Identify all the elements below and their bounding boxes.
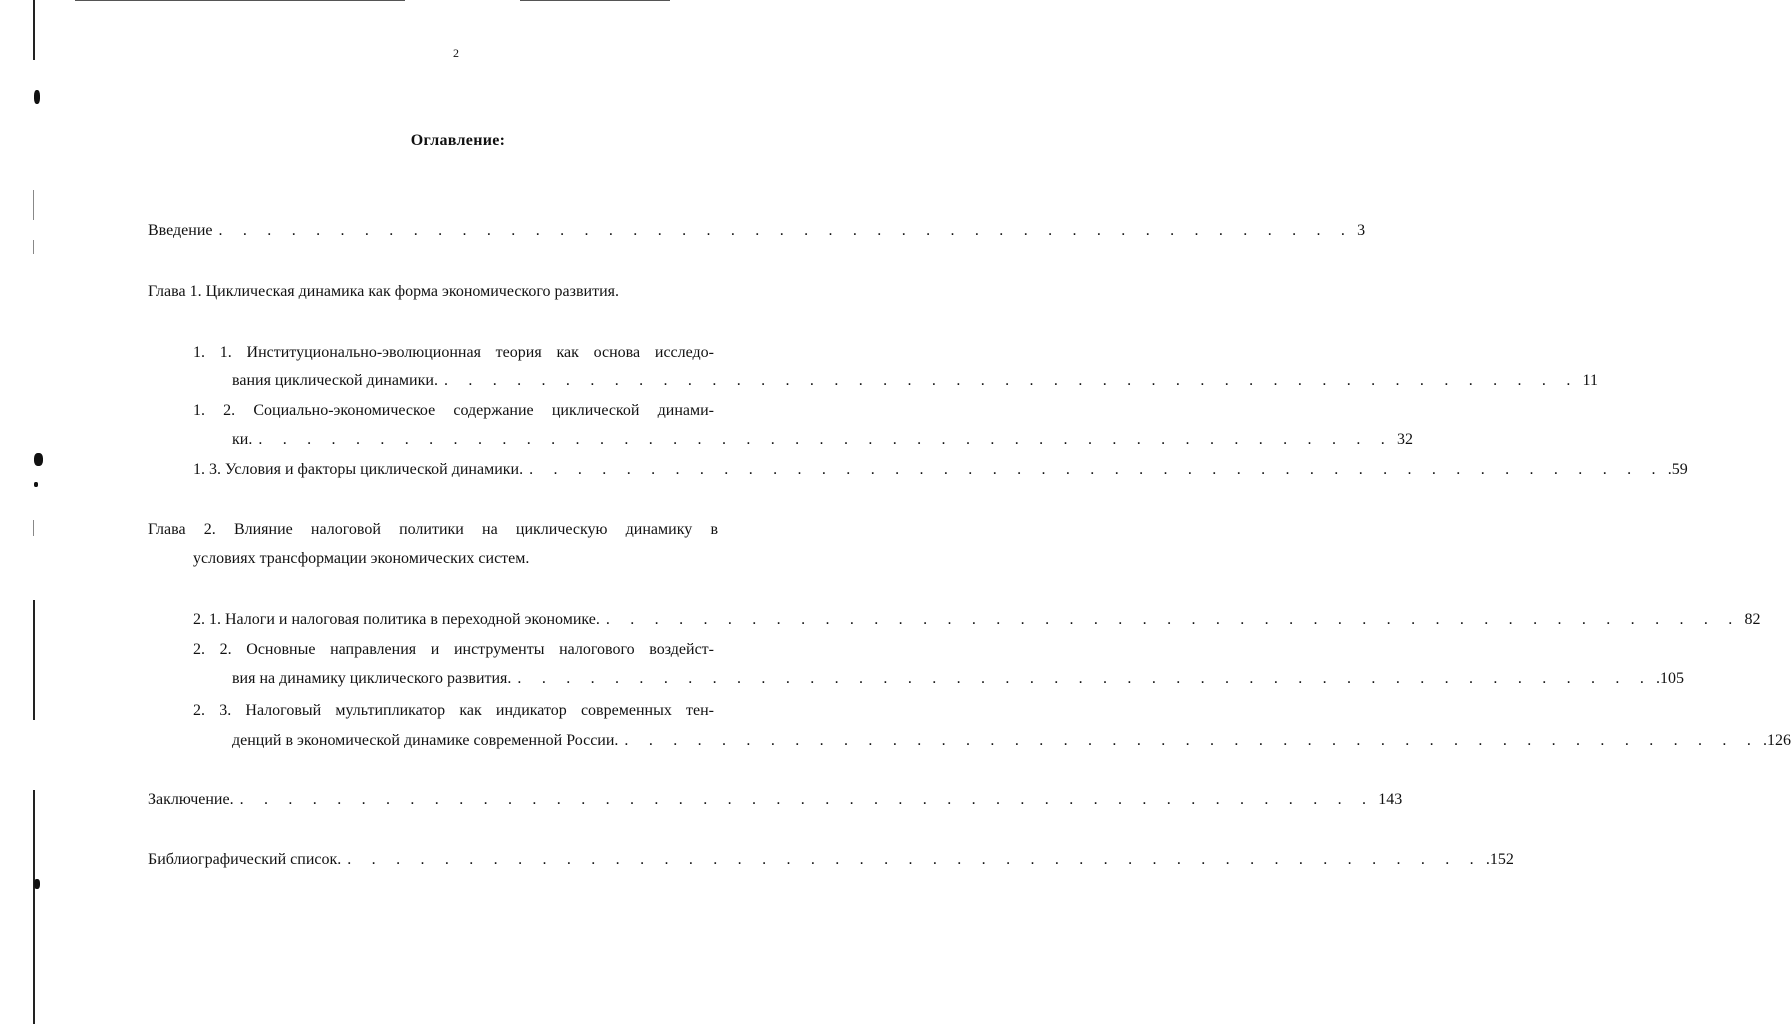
toc-entry-intro <box>148 221 1366 241</box>
toc-entry-conclusion <box>148 790 1403 810</box>
toc-page-number: 11 <box>1582 372 1598 389</box>
toc-section-1-2-line1: 1. 2. Социально-экономическое содержание циклической динами- <box>193 402 714 419</box>
dot-leader: . . . . . . . . . . . . . . . . . . . . . . . . . . . . . . . . . . . . . . . . . . . . . . . <box>443 372 1579 389</box>
toc-page-number: .126 <box>1763 732 1791 749</box>
toc-section-2-2-line1: 2. 2. Основные направления и инструменты налогового воздейст- <box>193 641 714 658</box>
scan-tick <box>33 520 34 536</box>
toc-entry-text: Библиографический список. <box>148 851 342 868</box>
scan-speck <box>34 879 40 889</box>
dot-leader: . . . . . . . . . . . . . . . . . . . . . . . . . . . . . . . . . . . . . . . . . . . . . . . <box>624 732 1760 749</box>
dot-leader: . . . . . . . . . . . . . . . . . . . . . . . . . . . . . . . . . . . . . . . . . . . . . . . <box>347 851 1482 868</box>
toc-section-2-3-line1: 2. 3. Налоговый мультипликатор как индикатор современных тен- <box>193 702 714 719</box>
toc-entry-bibliography <box>148 850 1514 870</box>
toc-entry-text: 2. 1. Налоги и налоговая политика в переходной экономике. <box>193 611 600 628</box>
toc-entry-text: Введение <box>148 222 213 239</box>
toc-page-number: 32 <box>1396 431 1413 448</box>
toc-section-1-1-line2 <box>232 371 1598 391</box>
toc-title: Оглавление: <box>410 132 506 149</box>
toc-chapter-1: Глава 1. Циклическая динамика как форма экономического развития. <box>148 283 619 300</box>
scan-speck <box>34 482 38 487</box>
dot-leader: . . . . . . . . . . . . . . . . . . . . . . . . . . . . . . . . . . . . . . . . . . . . . . . <box>605 611 1741 628</box>
scan-top-rule-right <box>520 0 670 1</box>
toc-page-number: 3 <box>1357 222 1366 239</box>
page-number: 2 <box>453 46 459 60</box>
toc-section-2-2-line2 <box>232 669 1685 689</box>
scan-tick <box>33 240 34 254</box>
scan-tick <box>33 190 34 220</box>
toc-entry-text: Заключение. <box>148 791 234 808</box>
toc-entry-text: 1. 3. Условия и факторы циклической динамики. <box>193 461 524 478</box>
toc-section-1-3 <box>193 460 1688 480</box>
toc-section-1-2-line2 <box>232 430 1413 450</box>
dot-leader: . . . . . . . . . . . . . . . . . . . . . . . . . . . . . . . . . . . . . . . . . . . . . . . <box>529 461 1664 478</box>
toc-page-number: .152 <box>1485 851 1514 868</box>
toc-entry-text: денций в экономической динамике современной России. <box>232 732 619 749</box>
toc-chapter-2-line2: условиях трансформации экономических систем. <box>193 550 530 567</box>
dot-leader: . . . . . . . . . . . . . . . . . . . . . . . . . . . . . . . . . . . . . . . . . . . . . . . <box>258 431 1393 448</box>
toc-chapter-2-line1: Глава 2. Влияние налоговой политики на циклическую динамику в <box>148 521 718 538</box>
scan-speck <box>34 453 43 466</box>
toc-page-number: .105 <box>1656 670 1685 687</box>
scan-top-rule <box>75 0 405 1</box>
toc-entry-text: ки. <box>232 431 253 448</box>
scan-left-edge <box>33 790 35 1024</box>
toc-entry-text: вия на динамику циклического развития. <box>232 670 512 687</box>
toc-page-number: .59 <box>1667 461 1688 478</box>
toc-page-number: 143 <box>1378 791 1403 808</box>
toc-section-1-1-line1: 1. 1. Институционально-эволюционная теория как основа исследо- <box>193 344 714 361</box>
dot-leader: . . . . . . . . . . . . . . . . . . . . . . . . . . . . . . . . . . . . . . . . . . . . . . . <box>218 222 1354 239</box>
scan-speck <box>34 90 40 104</box>
dot-leader: . . . . . . . . . . . . . . . . . . . . . . . . . . . . . . . . . . . . . . . . . . . . . . . <box>517 670 1653 687</box>
toc-section-2-3-line2 <box>232 731 1791 751</box>
toc-entry-text: вания циклической динамики. <box>232 372 438 389</box>
toc-section-2-1 <box>193 610 1761 630</box>
dot-leader: . . . . . . . . . . . . . . . . . . . . . . . . . . . . . . . . . . . . . . . . . . . . . . . <box>239 791 1375 808</box>
scan-left-edge <box>33 600 35 720</box>
toc-page-number: 82 <box>1744 611 1761 628</box>
